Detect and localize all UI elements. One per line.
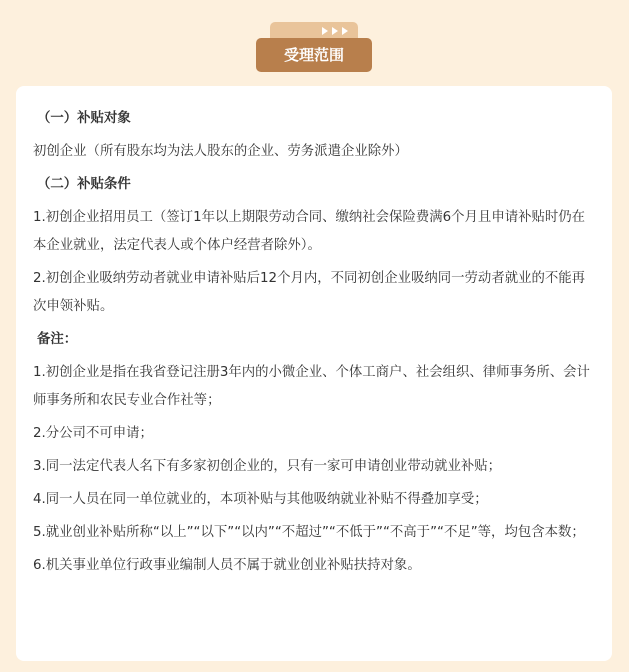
arrow-icon	[332, 27, 338, 35]
note-item: 6.机关事业单位行政事业编制人员不属于就业创业补贴扶持对象。	[33, 558, 421, 573]
triple-arrow-icon	[322, 27, 348, 35]
subsidy-target-text: 初创企业（所有股东均为法人股东的企业、劳务派遣企业除外）	[33, 144, 408, 159]
condition-item: 1.初创企业招用员工（签订1年以上期限劳动合同、缴纳社会保险费满6个月且申请补贴时仍在本企业就业，法定代表人或个体户经营者除外）。	[33, 210, 586, 253]
subsidy-target-heading: （一）补贴对象	[37, 111, 131, 126]
note-item: 3.同一法定代表人名下有多家初创企业的，只有一家可申请创业带动就业补贴；	[33, 459, 502, 474]
section-title: 受理范围	[256, 38, 372, 72]
note-item: 4.同一人员在同一单位就业的，本项补贴与其他吸纳就业补贴不得叠加享受；	[33, 492, 488, 507]
content-body	[33, 100, 598, 585]
note-item: 5.就业创业补贴所称“以上”“以下”“以内”“不超过”“不低于”“不高于”“不足”等，均包含本数；	[33, 525, 585, 540]
condition-item: 2.初创企业吸纳劳动者就业申请补贴后12个月内，不同初创企业吸纳同一劳动者就业的不能再次申领补贴。	[33, 271, 586, 314]
section-header	[256, 22, 372, 72]
content-card	[16, 86, 612, 661]
note-item: 2.分公司不可申请；	[33, 426, 153, 441]
subsidy-conditions-heading: （二）补贴条件	[37, 177, 131, 192]
arrow-icon	[342, 27, 348, 35]
notes-heading: 备注：	[37, 332, 78, 347]
arrow-icon	[322, 27, 328, 35]
note-item: 1.初创企业是指在我省登记注册3年内的小微企业、个体工商户、社会组织、律师事务所、会计师事务所和农民专业合作社等；	[33, 365, 590, 408]
